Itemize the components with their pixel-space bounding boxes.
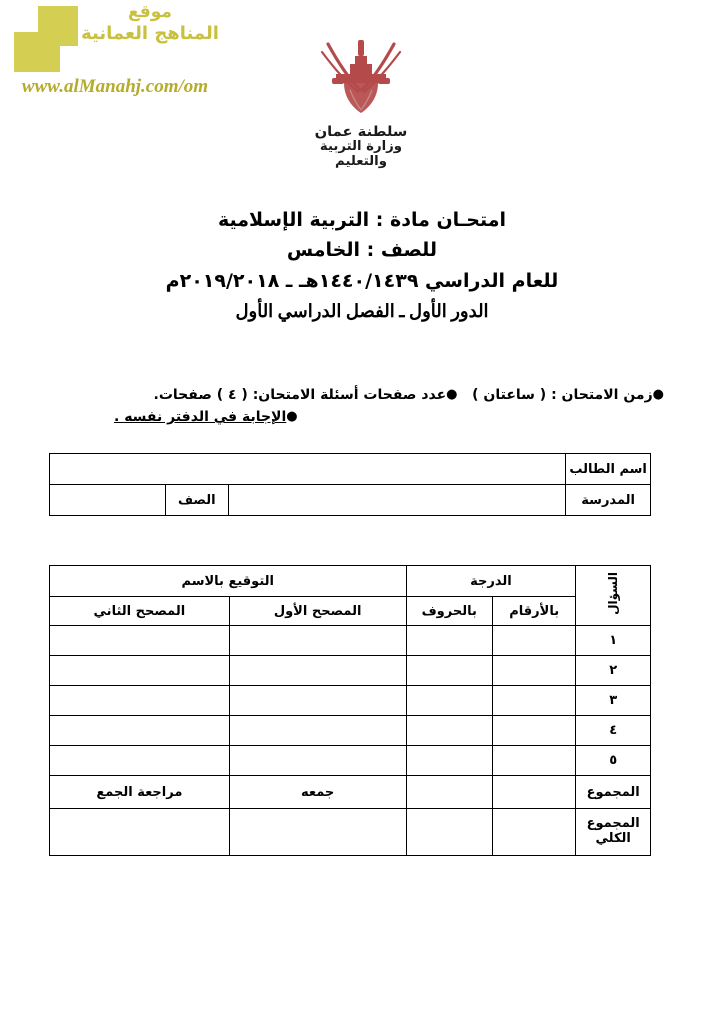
question-number: ٣ [576,686,651,716]
grand-total-marker1-cell[interactable] [229,809,406,856]
class-label: الصف [165,485,228,516]
question-number: ٥ [576,746,651,776]
grand-total-numeric-cell[interactable] [492,809,575,856]
grand-total-letters-cell[interactable] [406,809,492,856]
marker1-cell[interactable] [229,716,406,746]
question-number: ٤ [576,716,651,746]
signature-group-header: التوقيع بالاسم [50,566,407,597]
exam-info-block [60,384,664,428]
ministry-name: وزارة التربية والتعليم [319,139,403,170]
question-column-header [576,566,651,626]
site-brand-line1: موقع [128,2,172,22]
marker2-cell[interactable] [50,626,230,656]
marker1-cell[interactable] [229,656,406,686]
total-marker1-cell[interactable]: جمعه [229,776,406,809]
site-brand [74,2,226,45]
class-field[interactable] [50,485,166,516]
score-numeric-header: بالأرقام [492,597,575,626]
question-number: ١ [576,626,651,656]
exam-duration-label: زمن الامتحان : ( ساعتان ) [472,387,653,403]
site-brand-line2: المناهج العمانية [81,22,219,44]
score-numeric-cell[interactable] [492,686,575,716]
score-letters-cell[interactable] [406,626,492,656]
school-label: المدرسة [566,485,651,516]
student-name-label: اسم الطالب [566,454,651,485]
total-label: المجموع [576,776,651,809]
bullet-icon-3: ● [286,409,298,424]
marker2-cell[interactable] [50,716,230,746]
table-row [50,656,651,686]
score-numeric-cell[interactable] [492,656,575,686]
student-name-field[interactable] [50,454,566,485]
marker1-cell[interactable] [229,686,406,716]
exam-term-line: الدور الأول ـ الفصل الدراسي الأول [235,301,489,321]
question-number: ٢ [576,656,651,686]
total-row [50,776,651,809]
table-row [50,716,651,746]
site-watermark [0,0,240,110]
score-numeric-cell[interactable] [492,746,575,776]
total-numeric-cell[interactable] [492,776,575,809]
grand-total-row [50,809,651,856]
marker2-cell[interactable] [50,746,230,776]
exam-info-line-1 [60,384,664,406]
score-letters-header: بالحروف [406,597,492,626]
site-url[interactable]: www.alManahj.com/om [21,76,209,97]
grand-total-marker2-cell[interactable] [50,809,230,856]
grades-header-top-row [50,566,651,597]
marker1-cell[interactable] [229,626,406,656]
ministry-caption [296,124,426,170]
exam-title-block [0,205,724,325]
student-info-table [49,453,651,516]
bullet-icon-2: ● [446,387,458,402]
grades-table [49,565,651,856]
school-field[interactable] [228,485,566,516]
question-column-label: السؤال [606,572,621,615]
oman-national-emblem-khanjar-icon [306,34,416,122]
score-numeric-cell[interactable] [492,626,575,656]
exam-grade-title: للصف : الخامس [286,239,438,261]
exam-subject-title: امتحـان مادة : التربية الإسلامية [217,209,507,231]
score-letters-cell[interactable] [406,686,492,716]
marker2-header: المصحح الثاني [50,597,230,626]
table-row [50,746,651,776]
marker1-header: المصحح الأول [229,597,406,626]
table-row [50,626,651,656]
marker1-cell[interactable] [229,746,406,776]
score-letters-cell[interactable] [406,746,492,776]
exam-info-line-2 [60,406,664,428]
total-letters-cell[interactable] [406,776,492,809]
marker2-cell[interactable] [50,686,230,716]
table-row [50,485,651,516]
grand-total-label-line1: المجموع [586,816,640,832]
score-numeric-cell[interactable] [492,716,575,746]
grades-header-sub-row [50,597,651,626]
score-letters-cell[interactable] [406,656,492,686]
country-name: سلطنة عمان [314,124,408,140]
exam-academic-year: للعام الدراسي ١٤٤٠/١٤٣٩هـ ـ ٢٠١٩/٢٠١٨م [165,270,559,292]
table-row [50,454,651,485]
answer-in-booklet-note: الإجابة في الدفتر نفسه . [114,409,287,425]
national-emblem-block [296,34,426,169]
exam-pages-label: عدد صفحات أسئلة الامتحان: ( ٤ ) صفحات. [153,387,447,403]
table-row [50,686,651,716]
grand-total-label-line2: الكلي [595,831,631,846]
marker2-cell[interactable] [50,656,230,686]
total-marker2-cell[interactable]: مراجعة الجمع [50,776,230,809]
score-letters-cell[interactable] [406,716,492,746]
grand-total-label [576,809,651,856]
almanahj-block-logo-icon [14,6,78,72]
score-group-header: الدرجة [406,566,576,597]
bullet-icon-1: ● [652,387,664,402]
